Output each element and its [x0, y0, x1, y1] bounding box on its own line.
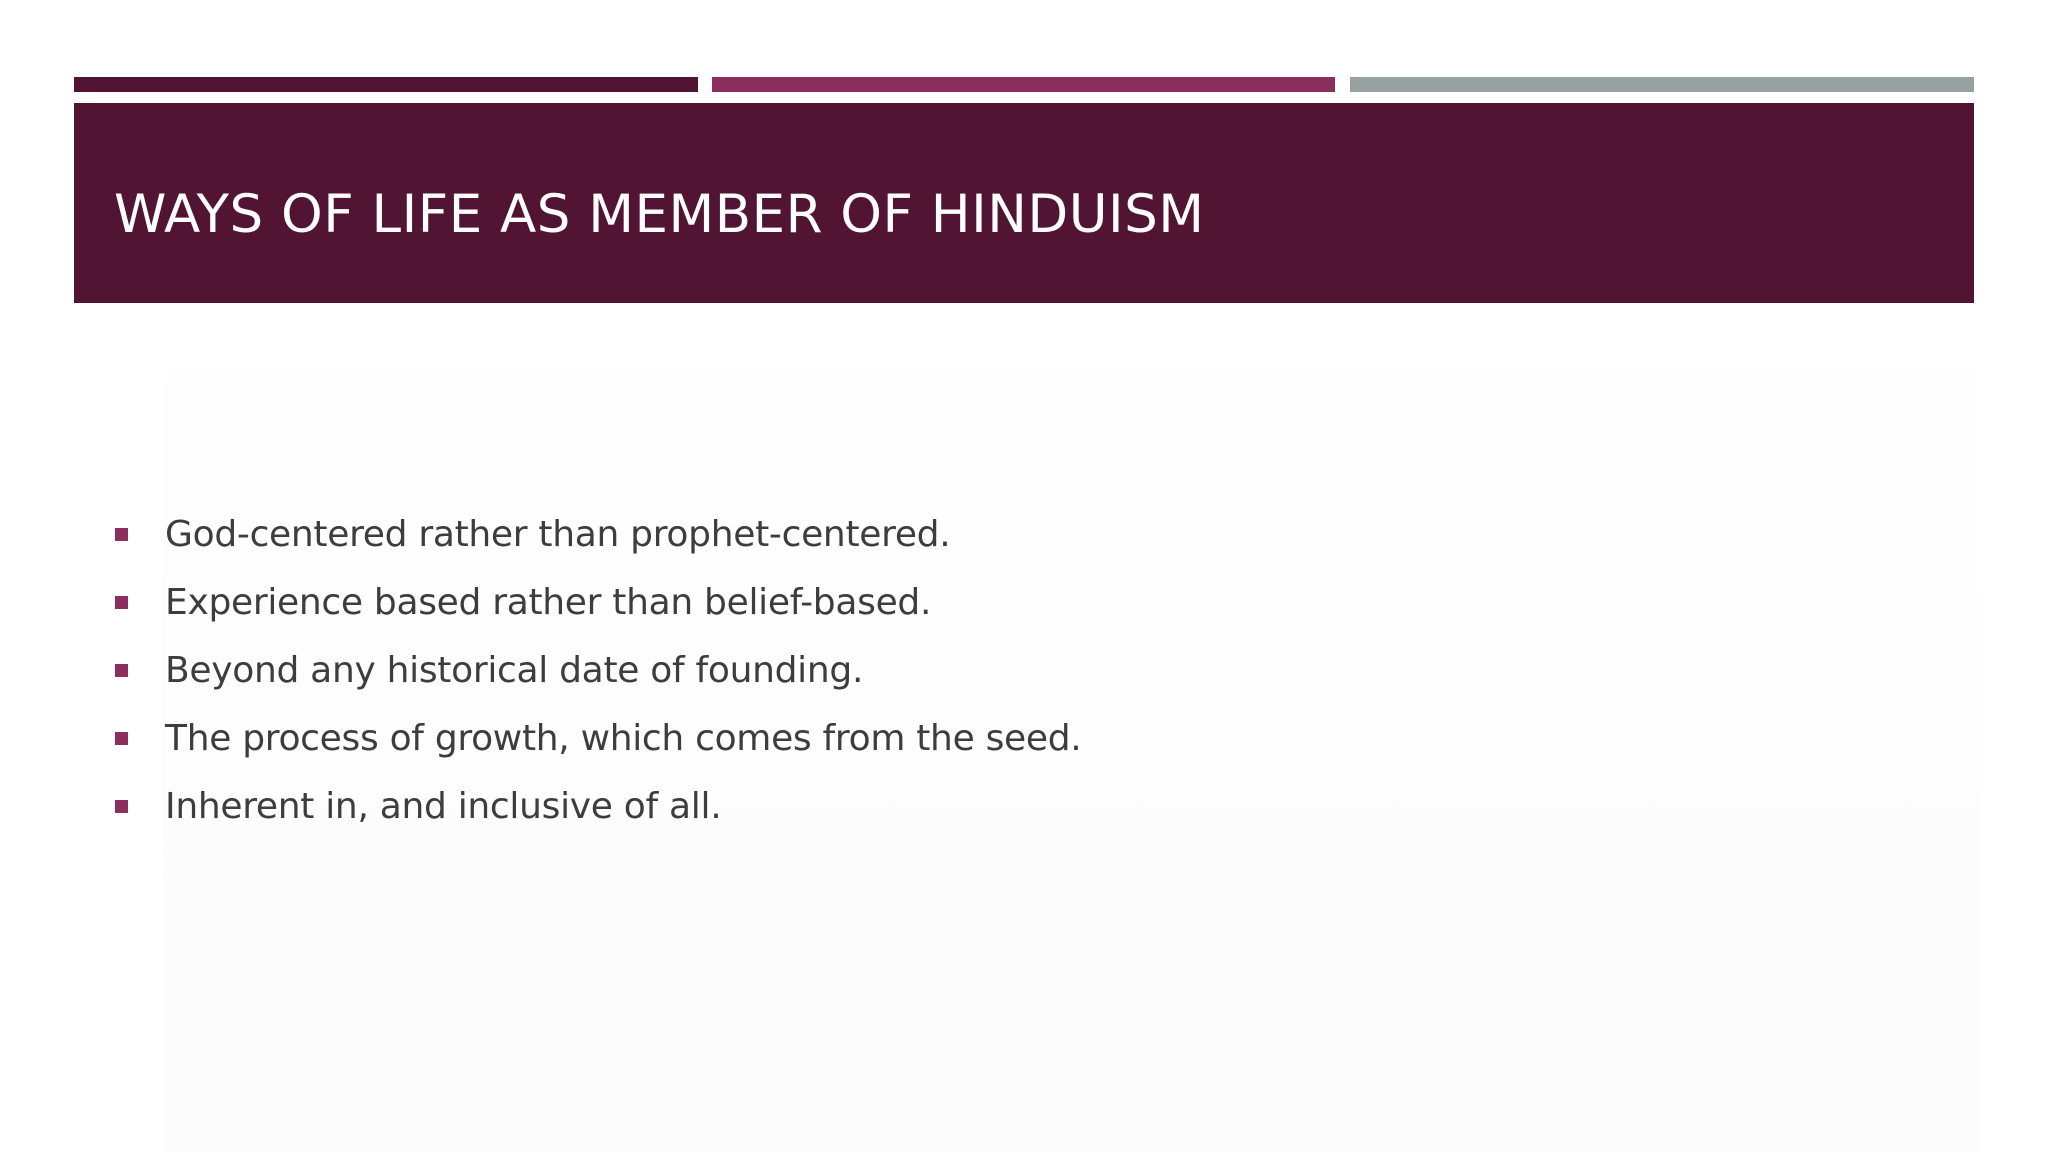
list-item [115, 500, 1081, 568]
square-bullet-icon [115, 664, 128, 677]
list-item [115, 772, 1081, 840]
accent-bar-gray [1350, 77, 1974, 92]
square-bullet-icon [115, 732, 128, 745]
list-item [115, 568, 1081, 636]
square-bullet-icon [115, 800, 128, 813]
bullet-text: Inherent in, and inclusive of all. [165, 785, 722, 827]
slide-title: WAYS OF LIFE AS MEMBER OF HINDUISM [114, 184, 1205, 245]
accent-bar-magenta [712, 77, 1335, 92]
bullet-text: The process of growth, which comes from the seed. [165, 717, 1082, 759]
bullet-text: God-centered rather than prophet-centered. [165, 513, 951, 555]
bullet-text: Experience based rather than belief-based. [165, 581, 932, 623]
accent-bar-dark [74, 77, 698, 92]
square-bullet-icon [115, 528, 128, 541]
bullet-list [115, 500, 1081, 840]
list-item [115, 636, 1081, 704]
list-item [115, 704, 1081, 772]
bullet-text: Beyond any historical date of founding. [165, 649, 864, 691]
square-bullet-icon [115, 596, 128, 609]
